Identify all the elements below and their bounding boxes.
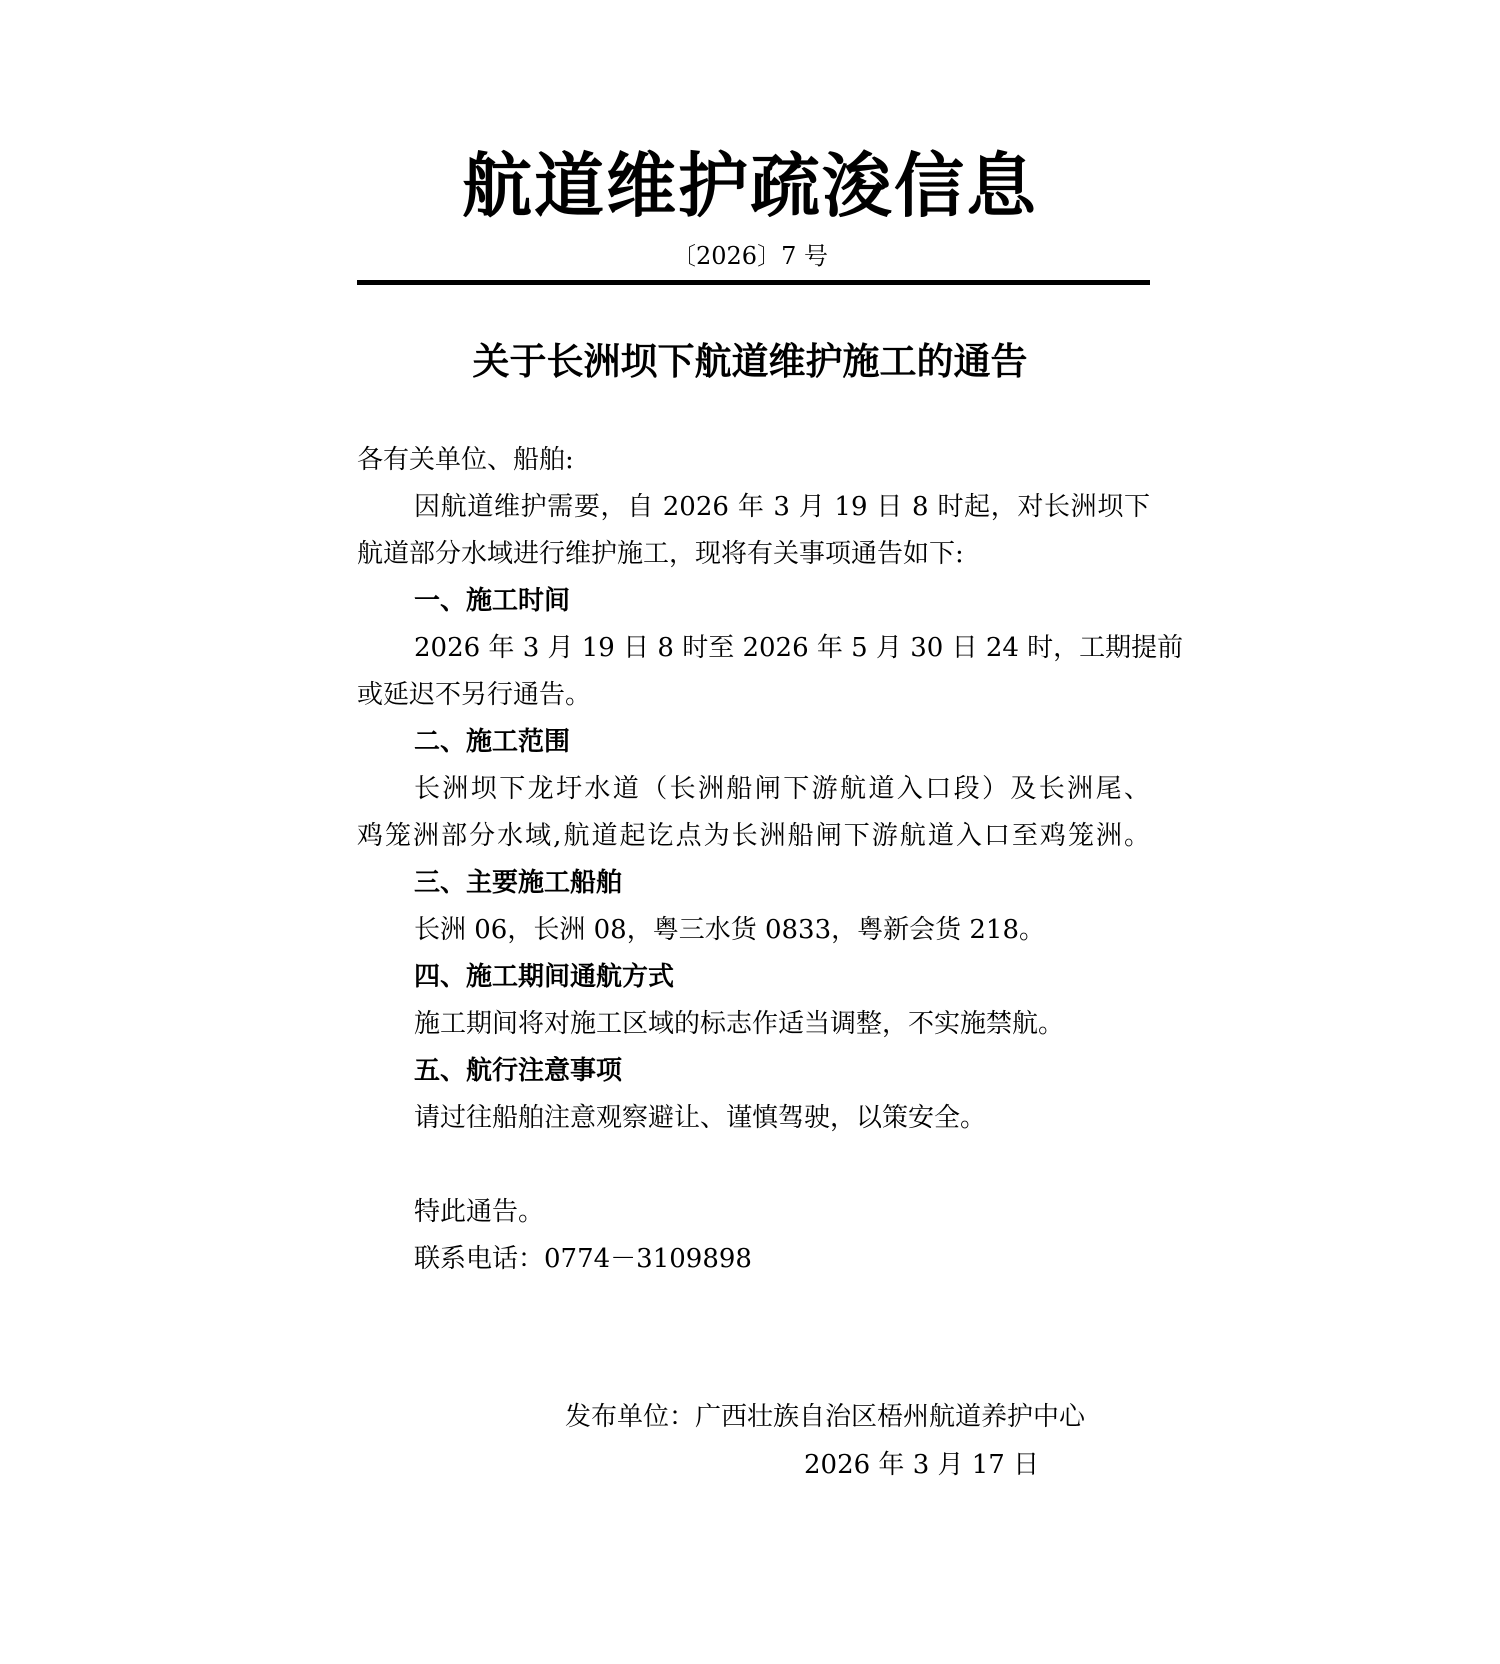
section-scope-line-2: 鸡笼洲部分水域,航道起讫点为长洲船闸下游航道入口至鸡笼洲。 (357, 821, 1150, 851)
section-navigation-line-1: 施工期间将对施工区域的标志作适当调整，不实施禁航。 (414, 1009, 1065, 1039)
masthead-title: 航道维护疏浚信息 (462, 144, 1038, 227)
section-precautions-line-1: 请过往船舶注意观察避让、谨慎驾驶，以策安全。 (414, 1103, 987, 1133)
closing-text: 特此通告。 (414, 1197, 545, 1227)
header-divider (357, 280, 1150, 285)
section-heading-navigation: 四、施工期间通航方式 (414, 962, 675, 992)
publisher: 发布单位：广西壮族自治区梧州航道养护中心 (565, 1402, 1086, 1432)
intro-line-2: 航道部分水域进行维护施工，现将有关事项通告如下: (357, 539, 964, 569)
intro-line-1: 因航道维护需要，自 2026 年 3 月 19 日 8 时起，对长洲坝下 (414, 492, 1150, 522)
section-time-line-2: 或延迟不另行通告。 (357, 680, 592, 710)
section-heading-precautions: 五、航行注意事项 (414, 1056, 623, 1086)
document-number: 〔2026〕7 号 (672, 242, 828, 270)
section-time-line-1: 2026 年 3 月 19 日 8 时至 2026 年 5 月 30 日 24 时，工期提前 (414, 633, 1184, 663)
section-heading-vessels: 三、主要施工船舶 (414, 868, 623, 898)
salutation: 各有关单位、船舶: (357, 445, 574, 475)
publish-date: 2026 年 3 月 17 日 (804, 1450, 1040, 1480)
section-vessels-line-1: 长洲 06，长洲 08，粤三水货 0833，粤新会货 218。 (414, 915, 1046, 945)
contact-phone: 联系电话：0774－3109898 (414, 1244, 752, 1274)
notice-title: 关于长洲坝下航道维护施工的通告 (472, 339, 1028, 383)
section-heading-time: 一、施工时间 (414, 586, 571, 616)
section-scope-line-1: 长洲坝下龙圩水道（长洲船闸下游航道入口段）及长洲尾、 (414, 774, 1150, 804)
section-heading-scope: 二、施工范围 (414, 727, 571, 757)
